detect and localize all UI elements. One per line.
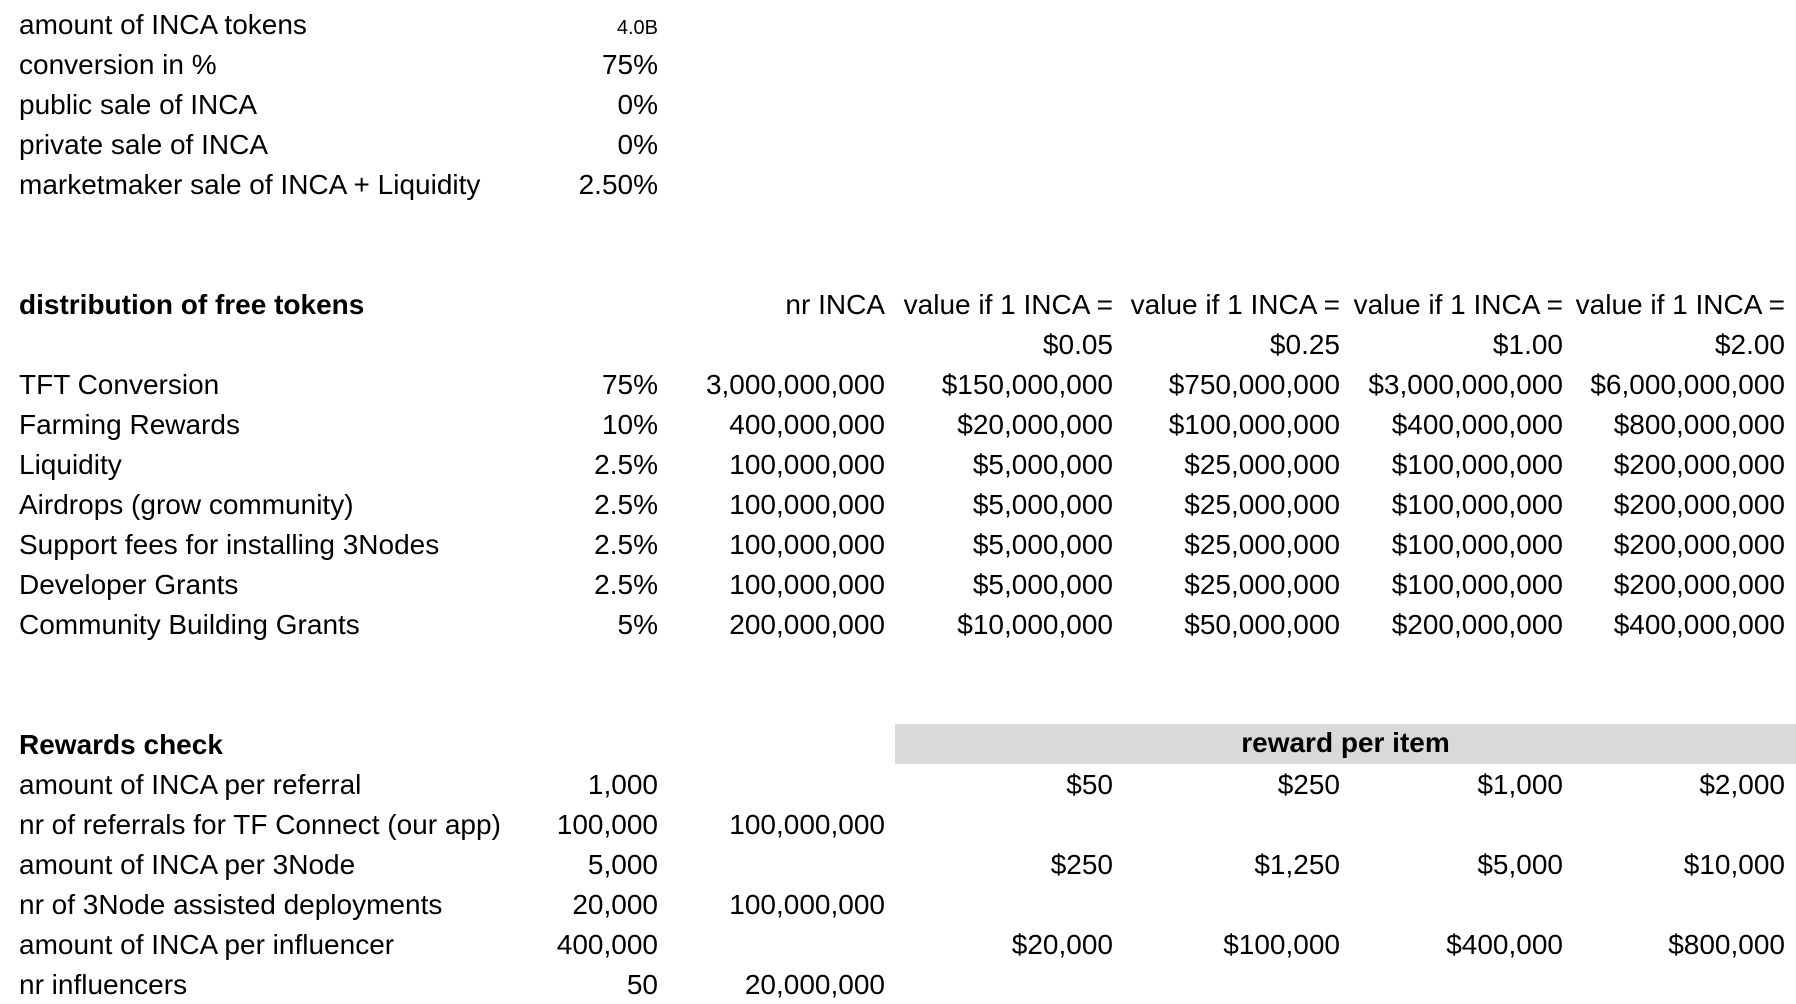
empty-row xyxy=(0,684,1796,724)
param-value-cell[interactable]: 2.50% xyxy=(578,168,658,200)
nr-inca-cell[interactable]: 3,000,000,000 xyxy=(705,368,885,400)
table-row xyxy=(0,964,1796,1004)
empty-row xyxy=(0,204,1796,244)
pct-cell[interactable]: 75% xyxy=(601,368,658,400)
empty-cell[interactable] xyxy=(480,359,668,364)
value-cell[interactable]: $20,000,000 xyxy=(957,408,1113,440)
table-header-row xyxy=(0,284,1796,324)
price-header-cell[interactable]: $0.05 xyxy=(1042,328,1113,360)
dist-label-cell[interactable]: Airdrops (grow community) xyxy=(19,488,354,520)
table-row xyxy=(0,444,1796,484)
dist-label-cell[interactable]: Community Building Grants xyxy=(19,608,360,640)
value-header-cell[interactable]: value if 1 INCA = xyxy=(1130,288,1340,320)
param-label-cell[interactable]: marketmaker sale of INCA + Liquidity xyxy=(19,168,481,200)
value-cell[interactable]: $25,000,000 xyxy=(1184,528,1340,560)
value-cell[interactable]: $20,000 xyxy=(1011,928,1113,960)
value-header-cell[interactable]: value if 1 INCA = xyxy=(1353,288,1563,320)
table-row xyxy=(0,364,1796,404)
value-cell[interactable] xyxy=(895,999,1123,1004)
value-cell[interactable]: $100,000 xyxy=(1223,928,1340,960)
table-row xyxy=(0,884,1796,924)
value-cell[interactable]: $5,000,000 xyxy=(972,528,1113,560)
dist-label-cell[interactable]: Farming Rewards xyxy=(19,408,240,440)
table-row xyxy=(0,484,1796,524)
value-cell[interactable]: $1,250 xyxy=(1254,848,1340,880)
nr-inca-cell[interactable]: 100,000,000 xyxy=(729,448,885,480)
price-header-cell[interactable]: $1.00 xyxy=(1492,328,1563,360)
value-header-cell[interactable]: value if 1 INCA = xyxy=(1575,288,1785,320)
empty-row xyxy=(0,644,1796,684)
table-row xyxy=(0,804,1796,844)
empty-cell[interactable] xyxy=(0,359,480,364)
param-label-cell[interactable]: private sale of INCA xyxy=(19,128,268,160)
nr-inca-header-cell[interactable]: nr INCA xyxy=(785,288,885,320)
value-cell[interactable]: $200,000,000 xyxy=(1613,568,1785,600)
param-value-cell[interactable]: 0% xyxy=(617,88,658,120)
value-cell[interactable]: $800,000 xyxy=(1668,928,1785,960)
value-cell[interactable] xyxy=(1350,839,1573,844)
value-cell[interactable]: $25,000,000 xyxy=(1184,448,1340,480)
table-row xyxy=(0,604,1796,644)
value-cell[interactable]: $150,000,000 xyxy=(941,368,1113,400)
price-header-row xyxy=(0,324,1796,364)
total-cell[interactable]: 100,000,000 xyxy=(729,888,885,920)
value-cell[interactable]: $2,000 xyxy=(1699,768,1785,800)
param-value-cell[interactable]: 75% xyxy=(601,48,658,80)
table-row xyxy=(0,564,1796,604)
value-cell[interactable]: $100,000,000 xyxy=(1391,448,1563,480)
value-cell[interactable] xyxy=(1573,919,1796,924)
value-cell[interactable]: $10,000 xyxy=(1683,848,1785,880)
table-row xyxy=(0,164,1796,204)
table-row xyxy=(0,84,1796,124)
nr-inca-cell[interactable]: 200,000,000 xyxy=(729,608,885,640)
table-row xyxy=(0,524,1796,564)
pct-cell[interactable]: 2.5% xyxy=(594,488,658,520)
pct-cell[interactable]: 2.5% xyxy=(594,568,658,600)
value-cell[interactable]: $50,000,000 xyxy=(1184,608,1340,640)
empty-cell[interactable] xyxy=(668,759,895,764)
reward-label-cell[interactable]: amount of INCA per influencer xyxy=(19,928,395,960)
table-row xyxy=(0,764,1796,804)
value-cell[interactable]: $50 xyxy=(1066,768,1113,800)
table-row xyxy=(0,44,1796,84)
dist-label-cell[interactable]: TFT Conversion xyxy=(19,368,220,400)
nr-inca-cell[interactable]: 100,000,000 xyxy=(729,528,885,560)
value-cell[interactable]: $100,000,000 xyxy=(1391,488,1563,520)
value-cell[interactable]: $1,000 xyxy=(1477,768,1563,800)
dist-label-cell[interactable]: Developer Grants xyxy=(19,568,239,600)
nr-inca-cell[interactable]: 100,000,000 xyxy=(729,488,885,520)
value-cell[interactable]: $200,000,000 xyxy=(1613,448,1785,480)
table-row xyxy=(0,924,1796,964)
value-cell[interactable]: $100,000,000 xyxy=(1391,528,1563,560)
value-cell[interactable]: $250 xyxy=(1050,848,1113,880)
value-cell[interactable] xyxy=(1573,999,1796,1004)
value-cell[interactable]: $100,000,000 xyxy=(1391,568,1563,600)
param-label-cell[interactable]: amount of INCA tokens xyxy=(19,8,307,40)
value-cell[interactable]: $5,000,000 xyxy=(972,488,1113,520)
value-cell[interactable]: $10,000,000 xyxy=(957,608,1113,640)
value-cell[interactable]: $200,000,000 xyxy=(1391,608,1563,640)
empty-cell[interactable] xyxy=(668,359,895,364)
pct-cell[interactable]: 5% xyxy=(617,608,658,640)
value-cell[interactable] xyxy=(1123,839,1350,844)
value-cell[interactable]: $3,000,000,000 xyxy=(1368,368,1563,400)
price-header-cell[interactable]: $0.25 xyxy=(1269,328,1340,360)
amount-cell[interactable]: 5,000 xyxy=(587,848,658,880)
param-label-cell[interactable]: public sale of INCA xyxy=(19,88,258,120)
dist-label-cell[interactable]: Liquidity xyxy=(19,448,122,480)
value-cell[interactable] xyxy=(1573,839,1796,844)
value-cell[interactable] xyxy=(1350,919,1573,924)
value-cell[interactable]: $6,000,000,000 xyxy=(1590,368,1785,400)
section-title[interactable]: distribution of free tokens xyxy=(19,288,365,320)
reward-label-cell[interactable]: nr of 3Node assisted deployments xyxy=(19,888,443,920)
amount-cell[interactable]: 100,000 xyxy=(556,808,658,840)
amount-cell[interactable]: 20,000 xyxy=(572,888,658,920)
value-cell[interactable]: $800,000,000 xyxy=(1613,408,1785,440)
empty-cell[interactable] xyxy=(480,319,668,324)
value-cell[interactable]: $250 xyxy=(1277,768,1340,800)
value-cell[interactable]: $400,000,000 xyxy=(1613,608,1785,640)
value-cell[interactable]: $200,000,000 xyxy=(1613,488,1785,520)
total-cell[interactable]: 100,000,000 xyxy=(729,808,885,840)
table-row xyxy=(0,124,1796,164)
value-cell[interactable] xyxy=(1123,999,1350,1004)
reward-label-cell[interactable]: nr influencers xyxy=(19,968,188,1000)
value-cell[interactable]: $100,000,000 xyxy=(1168,408,1340,440)
pct-cell[interactable]: 2.5% xyxy=(594,448,658,480)
pct-cell[interactable]: 2.5% xyxy=(594,528,658,560)
value-cell[interactable] xyxy=(895,839,1123,844)
rewards-header-row xyxy=(0,724,1796,764)
nr-inca-cell[interactable]: 100,000,000 xyxy=(729,568,885,600)
value-cell[interactable]: $5,000,000 xyxy=(972,448,1113,480)
amount-cell[interactable]: 400,000 xyxy=(556,928,658,960)
dist-label-cell[interactable]: Support fees for installing 3Nodes xyxy=(19,528,440,560)
value-cell[interactable]: $400,000,000 xyxy=(1391,408,1563,440)
total-cell[interactable]: 20,000,000 xyxy=(744,968,885,1000)
value-cell[interactable]: $750,000,000 xyxy=(1168,368,1340,400)
table-row xyxy=(0,844,1796,884)
value-cell[interactable]: $400,000 xyxy=(1446,928,1563,960)
value-cell[interactable] xyxy=(895,919,1123,924)
reward-label-cell[interactable]: amount of INCA per 3Node xyxy=(19,848,356,880)
param-value-cell[interactable]: 0% xyxy=(617,128,658,160)
value-cell[interactable] xyxy=(1350,999,1573,1004)
value-cell[interactable]: $25,000,000 xyxy=(1184,488,1340,520)
total-cell[interactable] xyxy=(668,879,895,884)
table-row xyxy=(0,404,1796,444)
param-label-cell[interactable]: conversion in % xyxy=(19,48,217,80)
amount-cell[interactable]: 1,000 xyxy=(587,768,658,800)
reward-label-cell[interactable]: amount of INCA per referral xyxy=(19,768,362,800)
value-cell[interactable]: $25,000,000 xyxy=(1184,568,1340,600)
value-header-cell[interactable]: value if 1 INCA = xyxy=(903,288,1113,320)
nr-inca-cell[interactable]: 400,000,000 xyxy=(729,408,885,440)
total-cell[interactable] xyxy=(668,799,895,804)
value-cell[interactable]: $5,000,000 xyxy=(972,568,1113,600)
reward-per-item-band[interactable]: reward per item xyxy=(895,724,1796,764)
section-title[interactable]: Rewards check xyxy=(19,728,223,760)
value-cell[interactable] xyxy=(1123,919,1350,924)
value-cell[interactable]: $5,000 xyxy=(1477,848,1563,880)
table-row xyxy=(0,4,1796,44)
empty-cell[interactable] xyxy=(480,759,668,764)
reward-label-cell[interactable]: nr of referrals for TF Connect (our app) xyxy=(19,808,501,840)
value-cell[interactable]: $200,000,000 xyxy=(1613,528,1785,560)
empty-row xyxy=(0,244,1796,284)
param-value-cell[interactable]: 4.0B xyxy=(616,17,658,39)
total-cell[interactable] xyxy=(668,959,895,964)
price-header-cell[interactable]: $2.00 xyxy=(1714,328,1785,360)
amount-cell[interactable]: 50 xyxy=(626,968,658,1000)
pct-cell[interactable]: 10% xyxy=(601,408,658,440)
